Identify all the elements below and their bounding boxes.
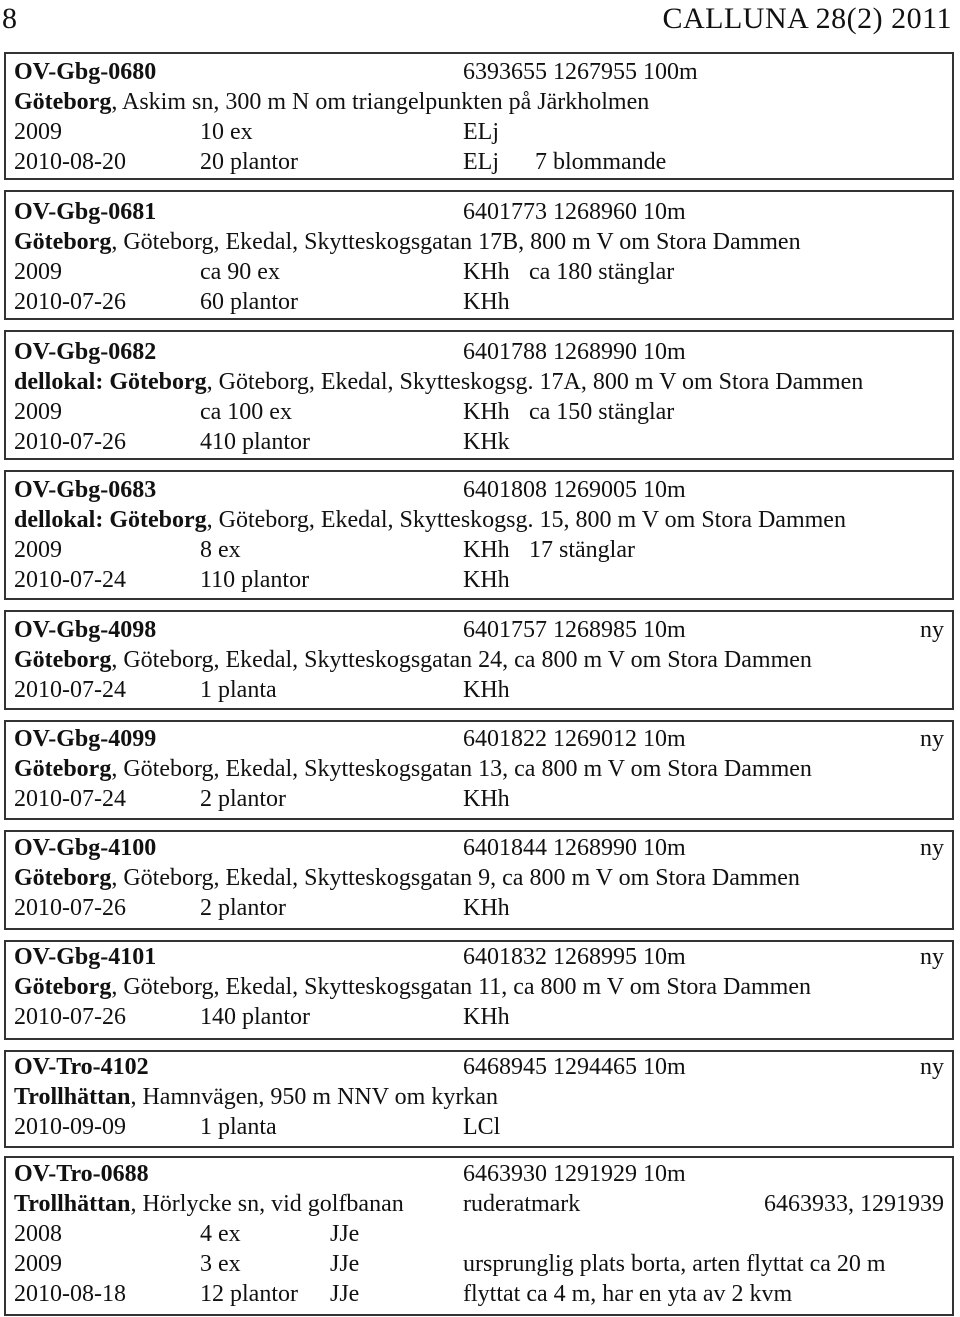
obs-count: 110 plantor (200, 567, 310, 593)
record-card (4, 830, 954, 930)
obs-count: 60 plantor (200, 289, 298, 315)
record-coordinates: 6401844 1268990 10m (463, 835, 686, 861)
locality-municipality: Trollhättan (14, 1191, 131, 1217)
record-header-line (14, 1160, 944, 1188)
obs-observer: KHh (463, 895, 510, 921)
obs-count: ca 100 ex (200, 399, 292, 425)
observation-row (14, 894, 944, 922)
record-coordinates: 6401757 1268985 10m (463, 617, 686, 643)
locality-description: , Hamnvägen, 950 m NNV om kyrkan (130, 1084, 498, 1110)
obs-date: 2008 (14, 1221, 62, 1247)
record-card (4, 610, 954, 710)
alternate-coordinates: 6463933, 1291939 (764, 1191, 944, 1217)
record-id: OV-Gbg-0680 (14, 59, 157, 85)
record-card (4, 720, 954, 820)
record-coordinates: 6401773 1268960 10m (463, 199, 686, 225)
record-locality (14, 1190, 944, 1218)
record-card (4, 940, 954, 1040)
record-id: OV-Gbg-4100 (14, 835, 157, 861)
obs-observer: KHh (463, 677, 510, 703)
obs-date: 2010-07-24 (14, 786, 126, 812)
new-record-flag: ny (920, 617, 944, 643)
record-card (4, 52, 954, 180)
obs-note: ca 180 stänglar (529, 259, 675, 285)
obs-date: 2009 (14, 119, 62, 145)
locality-description: , Hörlycke sn, vid golfbanan (130, 1191, 404, 1217)
obs-date: 2010-09-09 (14, 1114, 126, 1140)
observation-row (14, 1113, 944, 1141)
locality-municipality: Göteborg (14, 756, 112, 782)
obs-observer: KHh (463, 537, 510, 563)
record-id: OV-Gbg-4098 (14, 617, 157, 643)
obs-observer: KHh (463, 289, 510, 315)
journal-title: CALLUNA 28(2) 2011 (662, 2, 952, 35)
obs-count: 3 ex (200, 1251, 241, 1277)
obs-note: ca 150 stänglar (529, 399, 675, 425)
record-coordinates: 6401788 1268990 10m (463, 339, 686, 365)
record-coordinates: 6401822 1269012 10m (463, 726, 686, 752)
locality-description: , Göteborg, Ekedal, Skytteskogsgatan 11, ca 800 m V om Stora Dammen (111, 974, 811, 1000)
record-header-line (14, 943, 944, 971)
observation-row (14, 398, 944, 426)
record-coordinates: 6393655 1267955 100m (463, 59, 698, 85)
obs-observer: ELj (463, 119, 499, 145)
record-header-line (14, 834, 944, 862)
locality-municipality: Göteborg (14, 229, 112, 255)
record-coordinates: 6401808 1269005 10m (463, 477, 686, 503)
observation-row (14, 428, 944, 456)
obs-count: 2 plantor (200, 895, 286, 921)
obs-date: 2010-07-24 (14, 567, 126, 593)
observation-row (14, 536, 944, 564)
record-locality (14, 1083, 498, 1111)
obs-count: ca 90 ex (200, 259, 280, 285)
obs-observer: JJe (330, 1251, 360, 1277)
record-locality (14, 228, 801, 256)
observation-row (14, 676, 944, 704)
locality-description: , Göteborg, Ekedal, Skytteskogsgatan 24, ca 800 m V om Stora Dammen (111, 647, 812, 673)
record-locality (14, 755, 812, 783)
obs-date: 2010-07-26 (14, 1004, 126, 1030)
observation-row (14, 118, 944, 146)
record-header-line (14, 476, 944, 504)
obs-note: 17 stänglar (529, 537, 635, 563)
obs-count: 1 planta (200, 677, 277, 703)
record-locality (14, 88, 649, 116)
record-card (4, 1050, 954, 1148)
record-card (4, 190, 954, 320)
record-header-line (14, 198, 944, 226)
record-locality (14, 368, 863, 396)
observation-row (14, 1250, 944, 1278)
locality-description: , Göteborg, Ekedal, Skytteskogsgatan 13, ca 800 m V om Stora Dammen (111, 756, 812, 782)
record-header-line (14, 616, 944, 644)
page-number: 8 (2, 2, 17, 35)
obs-count: 4 ex (200, 1221, 241, 1247)
record-header-line (14, 338, 944, 366)
record-locality (14, 973, 811, 1001)
locality-municipality: Göteborg (14, 974, 112, 1000)
obs-count: 410 plantor (200, 429, 310, 455)
new-record-flag: ny (920, 726, 944, 752)
record-locality (14, 646, 812, 674)
observation-row (14, 566, 944, 594)
observation-row (14, 1280, 944, 1308)
obs-date: 2010-07-24 (14, 677, 126, 703)
record-id: OV-Tro-4102 (14, 1054, 149, 1080)
record-coordinates: 6401832 1268995 10m (463, 944, 686, 970)
locality-municipality: Trollhättan (14, 1084, 131, 1110)
locality-description: , Göteborg, Ekedal, Skytteskogsgatan 17B, 800 m V om Stora Dammen (111, 229, 801, 255)
obs-note: flyttat ca 4 m, har en yta av 2 kvm (463, 1281, 793, 1307)
record-header-line (14, 1053, 944, 1081)
obs-observer: KHh (463, 259, 510, 285)
record-card (4, 470, 954, 600)
record-id: OV-Gbg-0681 (14, 199, 157, 225)
obs-date: 2010-07-26 (14, 289, 126, 315)
locality-prefix: dellokal: (14, 507, 110, 533)
obs-count: 1 planta (200, 1114, 277, 1140)
obs-date: 2010-07-26 (14, 895, 126, 921)
new-record-flag: ny (920, 835, 944, 861)
obs-observer: KHk (463, 429, 510, 455)
observation-row (14, 288, 944, 316)
record-coordinates: 6463930 1291929 10m (463, 1161, 686, 1187)
obs-date: 2010-08-20 (14, 149, 126, 175)
record-coordinates: 6468945 1294465 10m (463, 1054, 686, 1080)
obs-observer: LCl (463, 1114, 501, 1140)
locality-description: , Göteborg, Ekedal, Skytteskogsg. 15, 800 m V om Stora Dammen (206, 507, 846, 533)
record-id: OV-Gbg-0683 (14, 477, 157, 503)
observation-row (14, 258, 944, 286)
observation-row (14, 148, 944, 176)
record-id: OV-Gbg-4099 (14, 726, 157, 752)
obs-count: 12 plantor (200, 1281, 298, 1307)
locality-municipality: Göteborg (109, 369, 207, 395)
obs-date: 2010-08-18 (14, 1281, 126, 1307)
obs-observer: JJe (330, 1281, 360, 1307)
obs-observer: ELj (463, 149, 499, 175)
locality-municipality: Göteborg (14, 647, 112, 673)
obs-count: 20 plantor (200, 149, 298, 175)
obs-date: 2009 (14, 537, 62, 563)
observation-row (14, 1220, 944, 1248)
locality-municipality: Göteborg (14, 865, 112, 891)
obs-observer: KHh (463, 399, 510, 425)
record-header-line (14, 58, 944, 86)
observation-row (14, 785, 944, 813)
obs-observer: KHh (463, 786, 510, 812)
locality-prefix: dellokal: (14, 369, 110, 395)
obs-note: ursprunglig plats borta, arten flyttat ca 20 m (463, 1251, 886, 1277)
new-record-flag: ny (920, 1054, 944, 1080)
habitat: ruderatmark (463, 1191, 581, 1217)
locality-municipality: Göteborg (109, 507, 207, 533)
locality-description: , Göteborg, Ekedal, Skytteskogsg. 17A, 800 m V om Stora Dammen (206, 369, 864, 395)
new-record-flag: ny (920, 944, 944, 970)
record-header-line (14, 725, 944, 753)
obs-date: 2009 (14, 1251, 62, 1277)
obs-note: 7 blommande (535, 149, 667, 175)
locality-municipality: Göteborg (14, 89, 112, 115)
locality-description: , Göteborg, Ekedal, Skytteskogsgatan 9, ca 800 m V om Stora Dammen (111, 865, 800, 891)
record-locality (14, 506, 846, 534)
obs-observer: KHh (463, 567, 510, 593)
obs-count: 140 plantor (200, 1004, 310, 1030)
obs-date: 2009 (14, 259, 62, 285)
record-id: OV-Gbg-4101 (14, 944, 157, 970)
obs-count: 10 ex (200, 119, 253, 145)
observation-row (14, 1003, 944, 1031)
locality-description: , Askim sn, 300 m N om triangelpunkten på Järkholmen (111, 89, 650, 115)
record-card (4, 330, 954, 460)
obs-count: 8 ex (200, 537, 241, 563)
obs-date: 2009 (14, 399, 62, 425)
record-card (4, 1156, 954, 1316)
record-locality (14, 864, 800, 892)
page-header (0, 2, 952, 38)
obs-observer: KHh (463, 1004, 510, 1030)
record-id: OV-Gbg-0682 (14, 339, 157, 365)
record-id: OV-Tro-0688 (14, 1161, 149, 1187)
obs-observer: JJe (330, 1221, 360, 1247)
obs-date: 2010-07-26 (14, 429, 126, 455)
obs-count: 2 plantor (200, 786, 286, 812)
